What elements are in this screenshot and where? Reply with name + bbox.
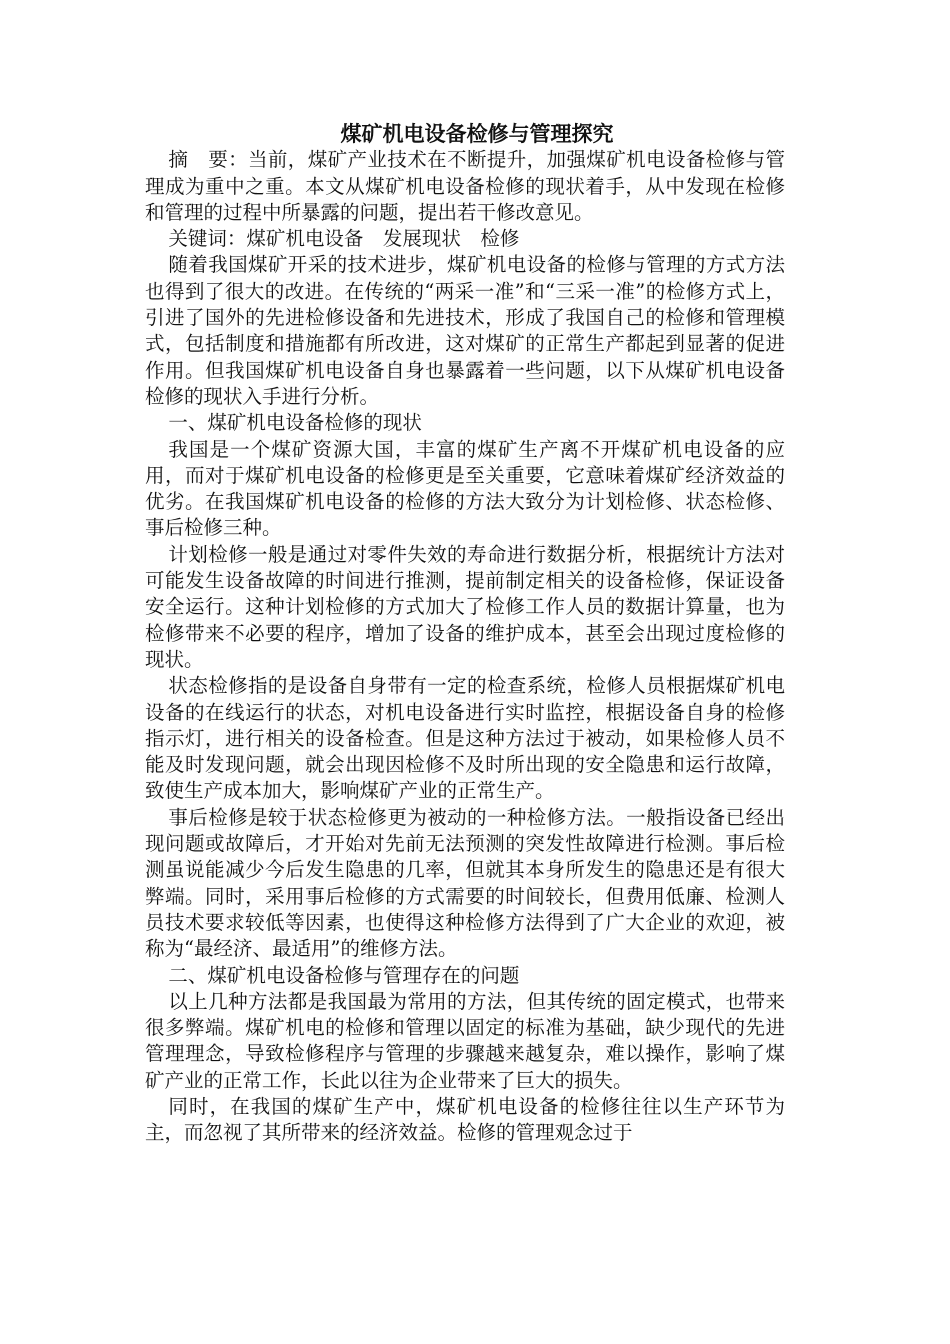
keywords-line: 关键词：煤矿机电设备 发展现状 检修 bbox=[168, 227, 520, 251]
section1-paragraph-3: 状态检修指的是设备自身带有一定的检查系统，检修人员根据煤矿机电设备的在线运行的状态，对机电设备进行实时监控，根据设备自身的检修指示灯，进行相关的设备检查。但是这种方法过于被动，如果检修人员不能及时发现问题，就会出现因检修不及时所出现的安全隐患和运行故障，致使生产成本加大，影响煤矿产业的正常生产。 bbox=[145, 674, 785, 803]
document-body bbox=[145, 121, 785, 1147]
section2-paragraph-1: 以上几种方法都是我国最为常用的方法，但其传统的固定模式，也带来很多弊端。煤矿机电的检修和管理以固定的标准为基础，缺少现代的先进管理理念，导致检修程序与管理的步骤越来越复杂，难以操作，影响了煤矿产业的正常工作，长此以往为企业带来了巨大的损失。 bbox=[145, 989, 785, 1092]
abstract-paragraph: 摘 要：当前，煤矿产业技术在不断提升，加强煤矿机电设备检修与管理成为重中之重。本文从煤矿机电设备检修的现状着手，从中发现在检修和管理的过程中所暴露的问题，提出若干修改意见。 bbox=[145, 148, 785, 224]
section1-paragraph-1: 我国是一个煤矿资源大国，丰富的煤矿生产离不开煤矿机电设备的应用，而对于煤矿机电设备的检修更是至关重要，它意味着煤矿经济效益的优劣。在我国煤矿机电设备的检修的方法大致分为计划检修、状态检修、事后检修三种。 bbox=[145, 437, 785, 540]
section2-heading: 二、煤矿机电设备检修与管理存在的问题 bbox=[168, 963, 520, 987]
section2-paragraph-2: 同时，在我国的煤矿生产中，煤矿机电设备的检修往往以生产环节为主，而忽视了其所带来的经济效益。检修的管理观念过于 bbox=[145, 1094, 785, 1145]
intro-paragraph: 随着我国煤矿开采的技术进步，煤矿机电设备的检修与管理的方式方法也得到了很大的改进。在传统的“两采一准”和“三采一准”的检修方式上，引进了国外的先进检修设备和先进技术，形成了我国自己的检修和管理模式，包括制度和措施都有所改进，这对煤矿的正常生产都起到显著的促进作用。但我国煤矿机电设备自身也暴露着一些问题，以下从煤矿机电设备检修的现状入手进行分析。 bbox=[145, 253, 785, 408]
section1-paragraph-2: 计划检修一般是通过对零件失效的寿命进行数据分析，根据统计方法对可能发生设备故障的时间进行推测，提前制定相关的设备检修，保证设备安全运行。这种计划检修的方式加大了检修工作人员的数据计算量，也为检修带来不必要的程序，增加了设备的维护成本，甚至会出现过度检修的现状。 bbox=[145, 542, 785, 671]
document-title: 煤矿机电设备检修与管理探究 bbox=[340, 121, 614, 146]
section1-heading: 一、煤矿机电设备检修的现状 bbox=[168, 411, 422, 435]
section1-paragraph-4: 事后检修是较于状态检修更为被动的一种检修方法。一般指设备已经出现问题或故障后，才开始对先前无法预测的突发性故障进行检测。事后检测虽说能减少今后发生隐患的几率，但就其本身所发生的隐患还是有很大弊端。同时，采用事后检修的方式需要的时间较长，但费用低廉、检测人员技术要求较低等因素，也使得这种检修方法得到了广大企业的欢迎，被称为“最经济、最适用”的维修方法。 bbox=[145, 805, 785, 961]
